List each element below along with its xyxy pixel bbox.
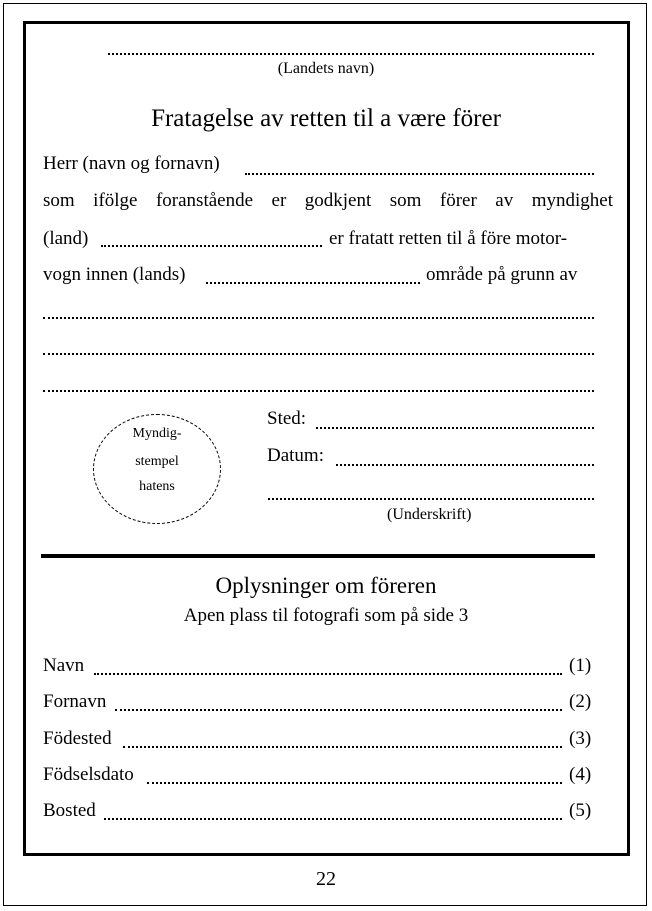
photo-space-note: Apen plass til fotografi som på side 3 [183,605,469,626]
field-number-4: (4) [569,764,592,785]
field-number-5: (5) [569,800,592,821]
field-label-fodselsdato: Födselsdato [43,764,134,785]
withdrawal-title: Fratagelse av retten til a være förer [151,105,501,132]
signature-line[interactable] [268,498,594,500]
date-label: Datum: [267,445,324,466]
withdrawn-text: er fratatt retten til å före motor- [329,228,568,249]
field-line-fodested[interactable] [123,746,562,748]
field-line-navn[interactable] [94,673,562,675]
driver-name-label: Herr (navn og fornavn) [43,153,220,174]
page-number: 22 [316,868,336,890]
land-label: (land) [43,228,89,249]
field-label-navn: Navn [43,655,85,676]
field-number-3: (3) [569,728,592,749]
driver-info-title: Oplysninger om föreren [215,573,437,598]
authority-country-line[interactable] [101,245,322,247]
field-number-1: (1) [569,655,592,676]
driver-name-line[interactable] [245,173,594,175]
field-label-fodested: Födested [43,728,112,749]
territory-line[interactable] [206,282,420,284]
within-country-label: vogn innen (lands) [43,264,186,285]
authority-stamp-circle [93,414,221,524]
field-line-fodselsdato[interactable] [147,782,562,784]
country-name-line[interactable] [108,53,594,55]
reason-text: område på grunn av [426,264,578,285]
date-line[interactable] [336,464,594,466]
field-label-bosted: Bosted [43,800,96,821]
signature-caption: (Underskrift) [387,506,472,523]
field-line-fornavn[interactable] [115,709,562,711]
place-label: Sted: [267,408,307,429]
reason-line-1[interactable] [43,317,594,319]
reason-line-2[interactable] [43,353,594,355]
stamp-text-line-1: Myndig- [132,426,182,441]
field-number-2: (2) [569,691,592,712]
section-divider [41,554,595,558]
place-line[interactable] [316,427,594,429]
country-name-caption: (Landets navn) [277,60,375,77]
field-line-bosted[interactable] [104,818,562,820]
reason-line-3[interactable] [43,390,594,392]
approval-text: som ifölge foranstående er godkjent som förer av myndighet [43,190,613,211]
stamp-text-line-3: hatens [139,479,175,494]
stamp-text-line-2: stempel [135,454,179,469]
field-label-fornavn: Fornavn [43,691,107,712]
